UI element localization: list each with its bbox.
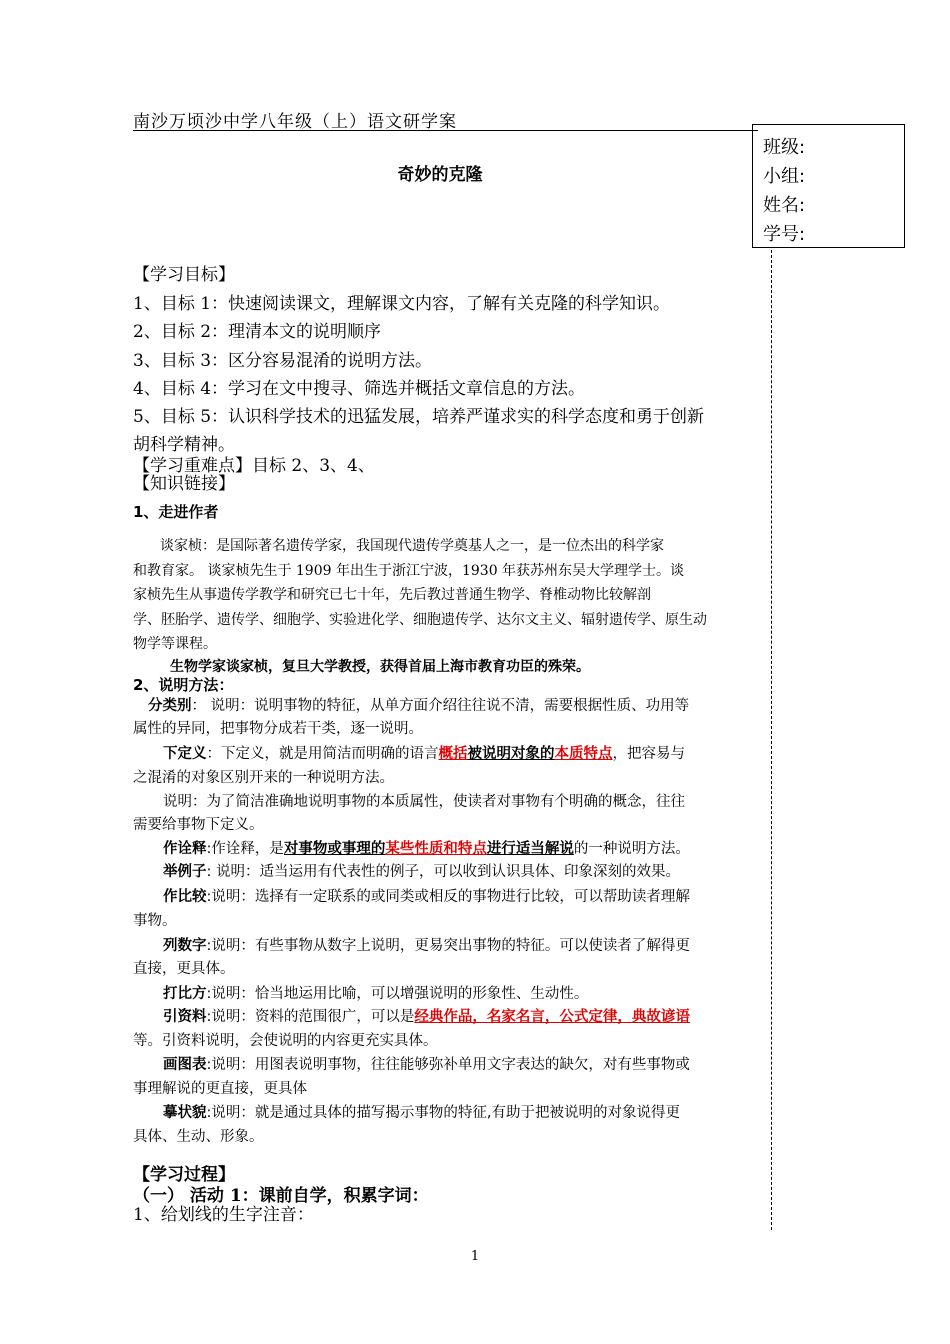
- method-text: ，把容易与: [612, 746, 685, 762]
- method-text: :说明：用图表说明事物，往往能够弥补单用文字表达的缺欠，对有些事物或: [206, 1057, 690, 1073]
- author-text-line: 谈家桢：是国际著名遗传学家，我国现代遗传学奠基人之一，是一位杰出的科学家: [160, 538, 664, 554]
- method-text-line: 说明：为了简洁准确地说明事物的本质属性，使读者对事物有个明确的概念，往往: [163, 794, 685, 810]
- method-text-line: 需要给事物下定义。: [133, 817, 264, 833]
- knowledge-link-heading: 【知识链接】: [133, 474, 235, 494]
- key-points: 【学习重难点】目标 2、3、4、: [133, 456, 375, 476]
- method-term: 举例子: [163, 864, 207, 880]
- method-zuobijiao: [163, 885, 690, 906]
- method-term: 作比较: [163, 889, 207, 905]
- underlined-text: 对事物或事理的: [283, 841, 386, 857]
- objective-item: 2、目标 2：理清本文的说明顺序: [133, 322, 382, 342]
- method-text: :说明：有些事物从数字上说明，更易突出事物的特征。可以使读者了解得更: [206, 938, 690, 954]
- process-heading: 【学习过程】: [133, 1165, 235, 1185]
- method-term: 画图表: [163, 1057, 207, 1073]
- method-fenleibie: [148, 694, 689, 715]
- cut-line: [771, 250, 772, 1230]
- info-name-label: 姓名:: [763, 195, 806, 216]
- header-rule: [133, 130, 758, 131]
- highlight-text: 经典作品，名家名言，公式定律，典故谚语: [414, 1009, 690, 1025]
- method-text: :说明：选择有一定联系的或同类或相反的事物进行比较，可以帮助读者理解: [206, 889, 690, 905]
- method-term: 作诠释: [163, 841, 207, 857]
- page-number: 1: [470, 1249, 480, 1264]
- method-text-line: 属性的异同，把事物分成若干类，逐一说明。: [133, 721, 423, 737]
- objective-item: 3、目标 3：区分容易混淆的说明方法。: [133, 351, 433, 371]
- method-text: :说明：恰当地运用比喻，可以增强说明的形象性、生动性。: [206, 986, 589, 1002]
- info-id-label: 学号:: [763, 224, 806, 245]
- method-text: :说明：就是通过具体的描写揭示事物的特征,有助于把被说明的对象说得更: [206, 1105, 680, 1121]
- highlight-text: 某些性质和特点: [385, 841, 487, 857]
- underlined-text: 被说明对象的: [467, 746, 555, 762]
- method-mozhuangmao: [163, 1101, 680, 1122]
- method-text: :说明：资料的范围很广，可以是: [206, 1009, 415, 1025]
- method-text: 的一种说明方法。: [573, 841, 690, 857]
- method-lieshuzi: [163, 934, 690, 955]
- objectives-heading: 【学习目标】: [133, 265, 235, 285]
- objective-item: 4、目标 4：学习在文中搜寻、筛选并概括文章信息的方法。: [133, 379, 586, 399]
- highlight-text: 本质特点: [554, 746, 613, 762]
- method-xiadingyi: [163, 742, 685, 763]
- method-text-line: 具体、生动、形象。: [133, 1129, 264, 1145]
- author-caption: 生物学家谈家桢，复旦大学教授，获得首届上海市教育功臣的殊荣。: [170, 659, 590, 675]
- method-julizi: [163, 860, 680, 881]
- method-term: 列数字: [163, 938, 207, 954]
- method-text: :作诠释，是: [206, 841, 284, 857]
- method-yinziliao: [163, 1005, 690, 1026]
- activity-heading: （一） 活动 1：课前自学，积累字词：: [133, 1186, 429, 1206]
- objective-item: 1、目标 1：快速阅读课文，理解课文内容，了解有关克隆的科学知识。: [133, 294, 671, 314]
- method-huatubiao: [163, 1053, 690, 1074]
- method-term: 分类别: [148, 698, 192, 714]
- method-text-line: 直接，更具体。: [133, 961, 235, 977]
- document-header: 南沙万顷沙中学八年级（上）语文研学案: [133, 112, 457, 132]
- page-title: 奇妙的克隆: [397, 165, 483, 185]
- method-text-line: 事物。: [133, 913, 177, 929]
- student-info-box: [752, 124, 905, 248]
- method-term: 引资料: [163, 1009, 207, 1025]
- highlight-text: 概括: [438, 746, 468, 762]
- method-term: 打比方: [163, 986, 207, 1002]
- method-term: 下定义: [163, 746, 207, 762]
- method-text: ：下定义，就是用简洁而明确的语言: [206, 746, 439, 762]
- methods-heading: 2、说明方法：: [133, 676, 234, 694]
- method-dabifang: [163, 982, 588, 1003]
- method-text-line: 事理解说的更直接，更具体: [133, 1081, 307, 1097]
- method-text: : 说明：适当运用有代表性的例子，可以收到认识具体、印象深刻的效果。: [206, 864, 680, 880]
- process-item: 1、给划线的生字注音：: [133, 1205, 314, 1225]
- method-zuoquanshi: [163, 837, 690, 858]
- objective-item: 胡科学精神。: [133, 435, 235, 455]
- underlined-text: 进行适当解说: [486, 841, 574, 857]
- author-text-line: 家桢先生从事遗传学教学和研究已七十年，先后教过普通生物学、脊椎动物比较解剖: [133, 587, 651, 603]
- author-text-line: 和教育家。 谈家桢先生于 1909 年出生于浙江宁波，1930 年获苏州东吴大学理学士。谈: [133, 563, 685, 579]
- objective-item: 5、目标 5：认识科学技术的迅猛发展，培养严谨求实的科学态度和勇于创新: [133, 407, 705, 427]
- author-section-heading: 1、走进作者: [133, 503, 219, 521]
- info-group-label: 小组:: [763, 166, 806, 187]
- info-class-label: 班级:: [763, 137, 806, 158]
- method-term: 摹状貌: [163, 1105, 207, 1121]
- author-text-line: 物学等课程。: [133, 636, 217, 652]
- method-text-line: 等。引资料说明，会使说明的内容更充实具体。: [133, 1033, 438, 1049]
- author-text-line: 学、胚胎学、遗传学、细胞学、实验进化学、细胞遗传学、达尔文主义、辐射遗传学、原生动: [133, 612, 707, 628]
- method-text-line: 之混淆的对象区别开来的一种说明方法。: [133, 770, 394, 786]
- method-text: ： 说明：说明事物的特征，从单方面介绍往往说不清，需要根据性质、功用等: [191, 698, 690, 714]
